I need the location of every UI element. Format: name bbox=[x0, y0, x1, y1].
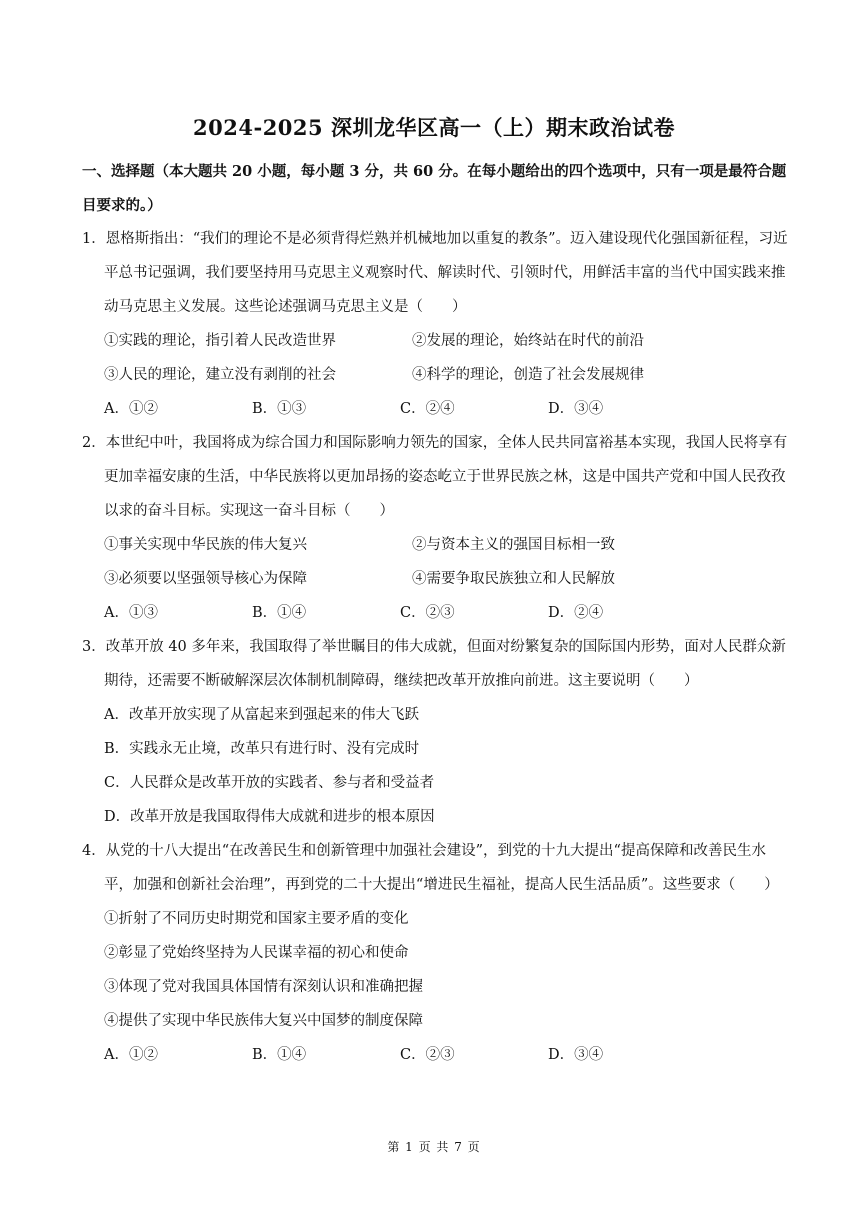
question-4-option-2: ②彰显了党始终坚持为人民谋幸福的初心和使命 bbox=[104, 945, 409, 961]
question-2-choice-a: A．①③ bbox=[104, 605, 158, 621]
question-4-choice-a: A．①② bbox=[104, 1047, 158, 1063]
question-2-option-2: ②与资本主义的强国目标相一致 bbox=[412, 537, 615, 553]
question-1-choice-b: B．①③ bbox=[252, 401, 307, 417]
question-1-option-3: ③人民的理论，建立没有剥削的社会 bbox=[104, 367, 336, 383]
question-2-options-row-1 bbox=[82, 528, 794, 562]
question-4-choices bbox=[82, 1038, 794, 1072]
question-3-answer-b: B．实践永无止境，改革只有进行时、没有完成时 bbox=[104, 741, 420, 757]
question-2-option-4: ④需要争取民族独立和人民解放 bbox=[412, 571, 615, 587]
question-1-choice-a: A．①② bbox=[104, 401, 158, 417]
question-3-answer-c: C．人民群众是改革开放的实践者、参与者和受益者 bbox=[104, 775, 435, 791]
question-1-choice-c: C．②④ bbox=[400, 401, 455, 417]
question-1-option-2: ②发展的理论，始终站在时代的前沿 bbox=[412, 333, 644, 349]
question-2-choice-c: C．②③ bbox=[400, 605, 455, 621]
question-3-answer-d: D．改革开放是我国取得伟大成就和进步的根本原因 bbox=[104, 809, 435, 825]
question-2-choices bbox=[82, 596, 794, 630]
question-4-choice-d: D．③④ bbox=[548, 1047, 604, 1063]
question-4-option-4: ④提供了实现中华民族伟大复兴中国梦的制度保障 bbox=[104, 1013, 423, 1029]
question-4-option-1: ①折射了不同历史时期党和国家主要矛盾的变化 bbox=[104, 911, 409, 927]
question-4-stem: 4．从党的十八大提出“在改善民生和创新管理中加强社会建设”，到党的十九大提出“提高保障和改善民生水平，加强和创新社会治理”，再到党的二十大提出“增进民生福祉，提高人民生活品质”。这些要求（ ） bbox=[82, 843, 779, 893]
question-3-answer-a: A．改革开放实现了从富起来到强起来的伟大飞跃 bbox=[104, 707, 419, 723]
question-2-option-3: ③必须要以坚强领导核心为保障 bbox=[104, 571, 307, 587]
question-2-choice-d: D．②④ bbox=[548, 605, 604, 621]
question-1-options-row-1 bbox=[82, 324, 794, 358]
page-footer: 第 1 页 共 7 页 bbox=[387, 1140, 481, 1154]
question-1-stem: 1．恩格斯指出：“我们的理论不是必须背得烂熟并机械地加以重复的教条”。迈入建设现代化强国新征程，习近平总书记强调，我们要坚持用马克思主义观察时代、解读时代、引领时代，用鲜活丰富的当代中国实践来推动马克思主义发展。这些论述强调马克思主义是（ ） bbox=[82, 231, 788, 315]
page-title: 2024-2025 深圳龙华区高一（上）期末政治试卷 bbox=[193, 115, 675, 140]
question-2-option-1: ①事关实现中华民族的伟大复兴 bbox=[104, 537, 307, 553]
question-2-choice-b: B．①④ bbox=[252, 605, 307, 621]
question-1-option-4: ④科学的理论，创造了社会发展规律 bbox=[412, 367, 644, 383]
question-3-stem: 3．改革开放 40 多年来，我国取得了举世瞩目的伟大成就，但面对纷繁复杂的国际国内形势，面对人民群众新期待，还需要不断破解深层次体制机制障碍，继续把改革开放推向前进。这主要说明（ ） bbox=[82, 639, 786, 689]
question-1-option-1: ①实践的理论，指引着人民改造世界 bbox=[104, 333, 336, 349]
question-1-choice-d: D．③④ bbox=[548, 401, 604, 417]
question-4-option-3: ③体现了党对我国具体国情有深刻认识和准确把握 bbox=[104, 979, 423, 995]
question-1-options-row-2 bbox=[82, 358, 794, 392]
question-2-options-row-2 bbox=[82, 562, 794, 596]
questions bbox=[82, 222, 794, 1072]
question-4-choice-c: C．②③ bbox=[400, 1047, 455, 1063]
question-4-choice-b: B．①④ bbox=[252, 1047, 307, 1063]
question-2-stem: 2．本世纪中叶，我国将成为综合国力和国际影响力领先的国家，全体人民共同富裕基本实现，我国人民将享有更加幸福安康的生活，中华民族将以更加昂扬的姿态屹立于世界民族之林，这是中国共产党和中国人民孜孜以求的奋斗目标。实现这一奋斗目标（ ） bbox=[82, 435, 788, 519]
section-heading: 一、选择题（本大题共 20 小题，每小题 3 分，共 60 分。在每小题给出的四个选项中，只有一项是最符合题目要求的。） bbox=[82, 163, 787, 214]
question-1-choices bbox=[82, 392, 794, 426]
